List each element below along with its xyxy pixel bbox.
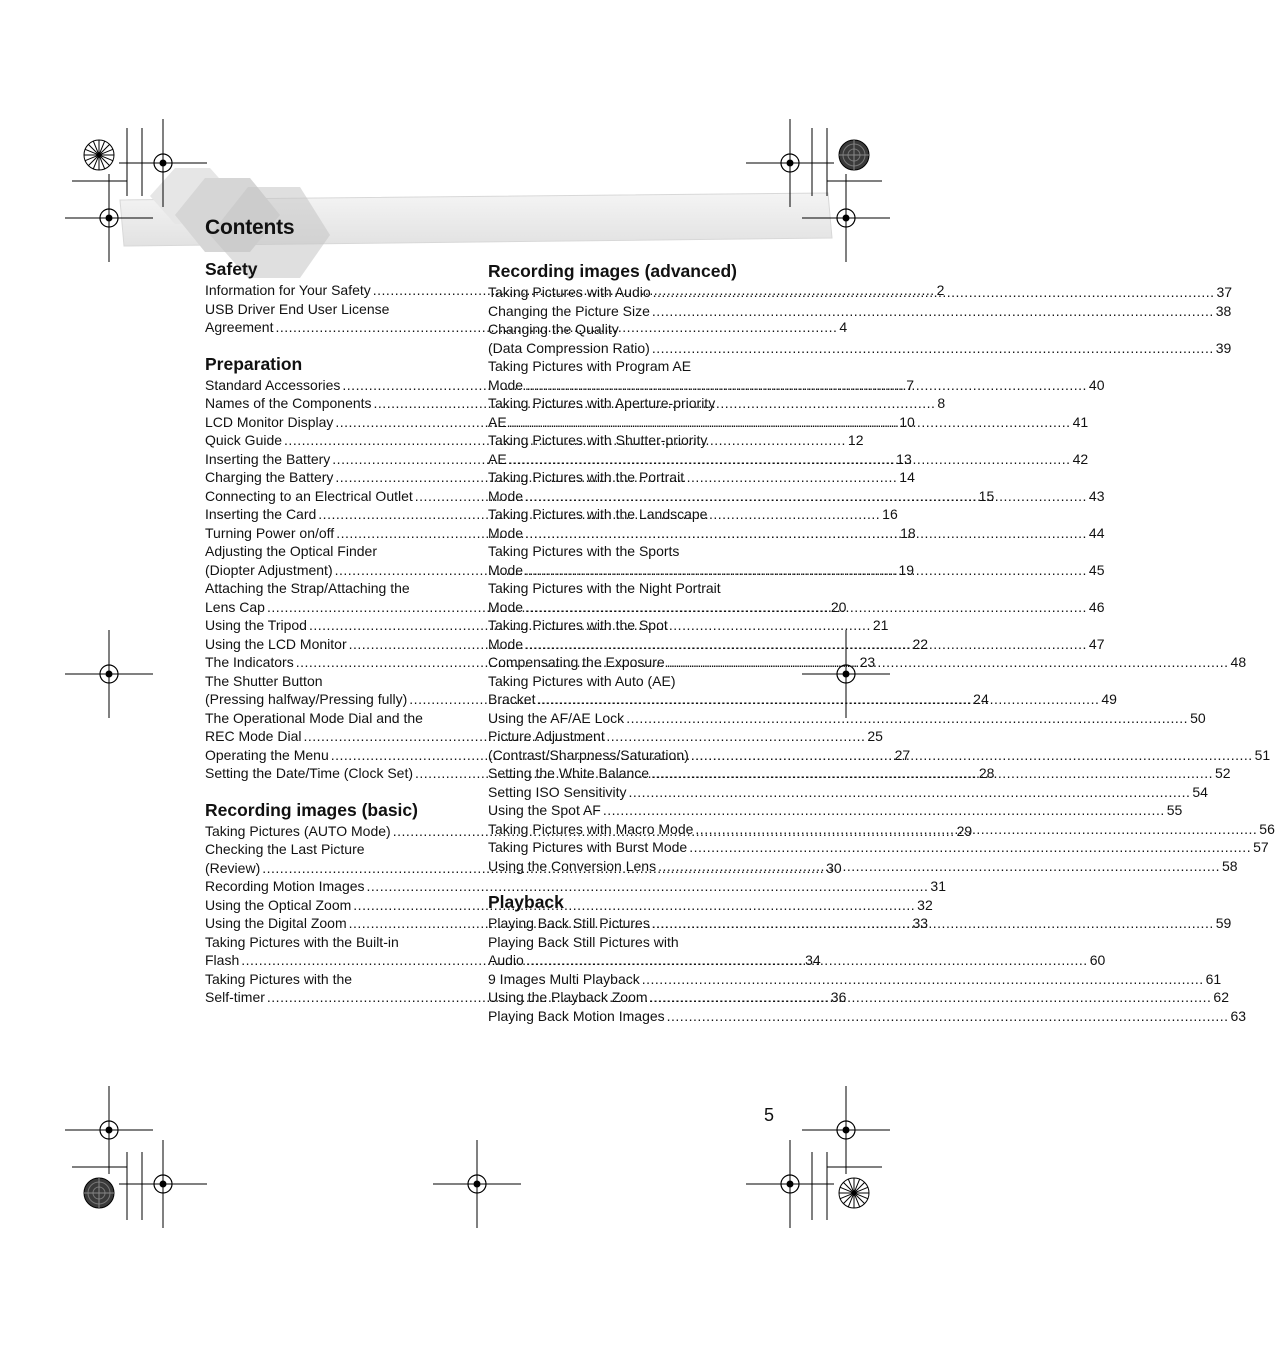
crosshair-mark-icon [65, 1086, 153, 1174]
toc-entry-title: (Diopter Adjustment) [205, 561, 333, 578]
toc-entry-title: Inserting the Battery [205, 450, 331, 467]
toc-entry-title: Mode [488, 376, 524, 393]
toc-page-number: 56 [1259, 820, 1275, 837]
sunburst-mark-icon [84, 140, 114, 170]
toc-entry-title: Self-timer [205, 989, 265, 1005]
toc-entry-title: Turning Power on/off [205, 524, 335, 541]
dot-leader [525, 561, 1087, 580]
toc-entry-title: Mode [488, 487, 524, 504]
toc-page-number: 44 [1088, 524, 1105, 541]
dark-disk-mark-icon [839, 140, 869, 170]
toc-entry-title: (Contrast/Sharpness/Saturation) [488, 746, 689, 763]
toc-page-number: 39 [1215, 339, 1232, 356]
toc-entry-title: Mode [488, 524, 524, 541]
toc-entry[interactable] [488, 357, 1105, 394]
dot-leader [525, 598, 1087, 617]
dot-leader [658, 857, 1220, 876]
toc-entry-title-line: USB Driver End User License [205, 300, 390, 317]
toc-page-number: 7 [906, 376, 915, 393]
dot-leader [525, 376, 1087, 395]
toc-entry-title: Using the AF/AE Lock [488, 709, 625, 726]
toc-page-number: 4 [839, 319, 848, 335]
toc-page-number: 55 [1166, 802, 1183, 818]
toc-entry[interactable] [488, 283, 1233, 302]
toc-page-number: 15 [978, 487, 995, 504]
dot-leader [667, 653, 1229, 672]
page-title: Contents [205, 216, 295, 239]
toc-entry-title: (Pressing halfway/Pressing fully) [205, 691, 408, 707]
dot-leader [695, 820, 1257, 839]
toc-page-number: 49 [1101, 691, 1117, 707]
toc-entry-title: Inserting the Card [205, 506, 317, 522]
toc-page-number: 37 [1216, 284, 1233, 300]
toc-entry-title: Operating the Menu [205, 746, 329, 763]
toc-entry-title: Taking Pictures with Macro Mode [488, 820, 694, 837]
dot-leader [653, 283, 1215, 302]
toc-entry-title: (Data Compression Ratio) [488, 339, 650, 356]
toc-page-number: 41 [1072, 413, 1089, 430]
toc-page-number: 20 [830, 598, 847, 615]
toc-page-number: 12 [847, 432, 864, 448]
toc-page-number: 42 [1072, 450, 1089, 467]
toc-entry-title: Using the Digital Zoom [205, 915, 347, 931]
toc-page-number: 24 [973, 691, 989, 707]
toc-entry-title: Taking Pictures with Audio [488, 284, 651, 300]
dot-leader [603, 801, 1165, 820]
section-heading: Playback [488, 892, 564, 912]
dot-leader [525, 524, 1087, 543]
toc-entry-title: The Indicators [205, 654, 294, 670]
dot-leader [691, 746, 1253, 765]
section-heading: Safety [205, 259, 258, 279]
toc-entry-title: Setting the Date/Time (Clock Set) [205, 765, 414, 781]
toc-entry-title: AE [488, 450, 507, 467]
toc-page-number: 29 [956, 822, 973, 839]
toc-entry-title: Changing the Picture Size [488, 302, 650, 319]
toc-entry[interactable] [488, 801, 1183, 820]
toc-page-number: 54 [1192, 783, 1208, 800]
toc-entry-title: Setting the White Balance [488, 765, 650, 781]
dot-leader [642, 970, 1204, 989]
toc-entry-title-line: Taking Pictures with the Spot [488, 617, 668, 633]
toc-entry-title: Quick Guide [205, 432, 283, 448]
toc-page-number: 36 [830, 989, 847, 1005]
toc-entry-title: Audio [488, 952, 524, 968]
toc-entry[interactable] [488, 970, 1222, 989]
toc-entry-title-line: Taking Pictures with Auto (AE) [488, 672, 676, 689]
toc-entry-title-line: Taking Pictures with Shutter-priority [488, 432, 708, 448]
dot-leader [509, 450, 1071, 469]
toc-page-number: 43 [1088, 487, 1105, 504]
toc-page-number: 63 [1230, 1007, 1247, 1024]
crosshair-mark-icon [65, 174, 153, 262]
toc-entry[interactable] [488, 838, 1269, 857]
toc-entry-title-line: Checking the Last Picture [205, 841, 365, 857]
toc-entry-title: Bracket [488, 691, 536, 707]
toc-entry-title: Connecting to an Electrical Outlet [205, 487, 413, 504]
toc-entry-title: Using the Conversion Lens [488, 857, 657, 874]
toc-entry-title: Recording Motion Images [205, 878, 365, 894]
section-heading: Recording images (basic) [205, 799, 418, 820]
toc-page-number: 34 [805, 952, 821, 968]
toc-page-number: 52 [1214, 765, 1231, 781]
toc-entry-title-line: Taking Pictures with Program AE [488, 358, 692, 374]
toc-page-number: 58 [1221, 857, 1238, 874]
toc-entry-title: 9 Images Multi Playback [488, 970, 640, 987]
dot-leader [652, 914, 1214, 933]
crosshair-mark-icon [802, 174, 890, 262]
toc-entry-title-line: Taking Pictures with the [205, 970, 353, 987]
dot-leader [526, 951, 1088, 970]
toc-page-number: 16 [882, 506, 898, 522]
toc-page-number: 31 [930, 878, 946, 894]
toc-entry-title: Mode [488, 598, 524, 615]
toc-page-number: 30 [826, 859, 842, 876]
toc-entry-title: Flash [205, 952, 240, 968]
toc-entry-title: Taking Pictures with Burst Mode [488, 839, 688, 855]
toc-entry-title-line: The Shutter Button [205, 672, 323, 689]
toc-entry-title: Using the Playback Zoom [488, 989, 648, 1005]
toc-entry-title: Using the Spot AF [488, 802, 601, 818]
toc-entry-title-line: Taking Pictures with the Night Portrait [488, 580, 721, 596]
toc-entry-title: Playing Back Motion Images [488, 1007, 665, 1024]
toc-entry-title: Charging the Battery [205, 469, 334, 485]
dot-leader [652, 302, 1214, 321]
toc-page-number: 19 [898, 561, 915, 578]
toc-page-number: 23 [859, 654, 876, 670]
toc-entry-title-line: Taking Pictures with the Sports [488, 543, 680, 559]
toc-page-number: 21 [872, 617, 889, 633]
toc-entry-title: Playing Back Still Pictures [488, 915, 650, 931]
crosshair-mark-icon [746, 119, 834, 207]
toc-entry-title: Mode [488, 635, 524, 652]
toc-page-number: 51 [1254, 746, 1271, 763]
toc-page-number: 38 [1215, 302, 1232, 319]
toc-entry-title-line: Taking Pictures with the Portrait [488, 469, 685, 485]
toc-entry-title: Taking Pictures (AUTO Mode) [205, 822, 391, 839]
toc-entry-title-line: Taking Pictures with Aperture-priority [488, 395, 716, 411]
crosshair-mark-icon [746, 1140, 834, 1228]
toc-entry[interactable] [205, 877, 946, 896]
dot-leader [650, 988, 1212, 1007]
crosshair-mark-icon [802, 1086, 890, 1174]
toc-entry[interactable] [488, 1007, 1247, 1026]
crosshair-mark-icon [433, 1140, 521, 1228]
crosshair-mark-icon [65, 630, 153, 718]
toc-entry-title: Lens Cap [205, 598, 265, 615]
toc-entry-title: Using the Tripod [205, 617, 307, 633]
dot-leader [667, 1007, 1229, 1026]
dot-leader [629, 783, 1191, 802]
toc-page-number: 10 [899, 413, 915, 430]
toc-page-number: 59 [1215, 915, 1232, 931]
toc-page-number: 48 [1230, 654, 1247, 670]
dot-leader [525, 635, 1087, 654]
toc-entry-title: REC Mode Dial [205, 728, 302, 744]
section-heading: Recording images (advanced) [488, 261, 737, 281]
toc-entry-title: Using the Optical Zoom [205, 896, 352, 913]
toc-page-number: 8 [937, 395, 946, 411]
toc-entry-title-line: The Operational Mode Dial and the [205, 709, 423, 726]
toc-entry-title-line: Picture Adjustment [488, 728, 605, 744]
toc-page-number: 28 [978, 765, 995, 781]
toc-page-number: 25 [867, 728, 883, 744]
toc-entry-title: Agreement [205, 319, 274, 335]
toc-entry-title: Compensating the Exposure [488, 654, 665, 670]
toc-entry-title-line: Attaching the Strap/Attaching the [205, 580, 410, 596]
sunburst-mark-icon [839, 1178, 869, 1208]
toc-entry[interactable] [488, 320, 1232, 357]
dot-leader [651, 764, 1213, 783]
toc-page-number: 62 [1213, 989, 1229, 1005]
toc-entry-title: Information for Your Safety [205, 282, 371, 298]
dot-leader [626, 709, 1188, 728]
toc-entry-title-line: Adjusting the Optical Finder [205, 543, 377, 559]
crosshair-mark-icon [119, 1140, 207, 1228]
toc-page-number: 50 [1190, 709, 1206, 726]
page-number: 5 [764, 1105, 775, 1125]
toc-page-number: 61 [1205, 970, 1222, 987]
toc-page-number: 45 [1088, 561, 1105, 578]
crosshair-mark-icon [119, 119, 207, 207]
toc-entry-title: LCD Monitor Display [205, 413, 334, 430]
toc-entry-title: (Review) [205, 859, 261, 876]
toc-page-number: 22 [912, 635, 929, 652]
toc-entry-title: AE [488, 413, 507, 430]
toc-page-number: 14 [899, 469, 915, 485]
toc-entry-title: Setting ISO Sensitivity [488, 783, 627, 800]
toc-entry-title-line: Playing Back Still Pictures with [488, 933, 679, 950]
toc-page-number: 33 [912, 915, 929, 931]
dot-leader [689, 838, 1251, 857]
dot-leader [525, 487, 1087, 506]
toc-page-number: 40 [1088, 376, 1105, 393]
toc-entry-title: Using the LCD Monitor [205, 635, 347, 652]
toc-entry-title: Names of the Components [205, 395, 372, 411]
toc-page-number: 46 [1088, 598, 1105, 615]
toc-page-number: 27 [894, 746, 911, 763]
toc-entry-title-line: Changing the Quality [488, 321, 619, 337]
toc-page-number: 47 [1088, 635, 1105, 652]
dot-leader [537, 690, 1099, 709]
dark-disk-mark-icon [84, 1178, 114, 1208]
dot-leader [509, 413, 1071, 432]
toc-entry[interactable] [488, 783, 1208, 802]
toc-entry-title: Mode [488, 561, 524, 578]
toc-entry-title-line: Taking Pictures with the Landscape [488, 506, 708, 522]
toc-page-number: 2 [936, 282, 945, 298]
toc-entry[interactable] [488, 302, 1232, 321]
toc-entry-title-line: Taking Pictures with the Built-in [205, 933, 399, 950]
toc-page-number: 32 [917, 896, 933, 913]
toc-page-number: 60 [1089, 952, 1106, 968]
section-heading: Preparation [205, 353, 303, 374]
toc-page-number: 18 [900, 524, 916, 541]
toc-page-number: 57 [1253, 839, 1269, 855]
toc-entry-title: Standard Accessories [205, 376, 341, 393]
toc-page-number: 13 [896, 450, 912, 467]
toc-entry[interactable] [488, 709, 1206, 728]
dot-leader [652, 339, 1214, 358]
